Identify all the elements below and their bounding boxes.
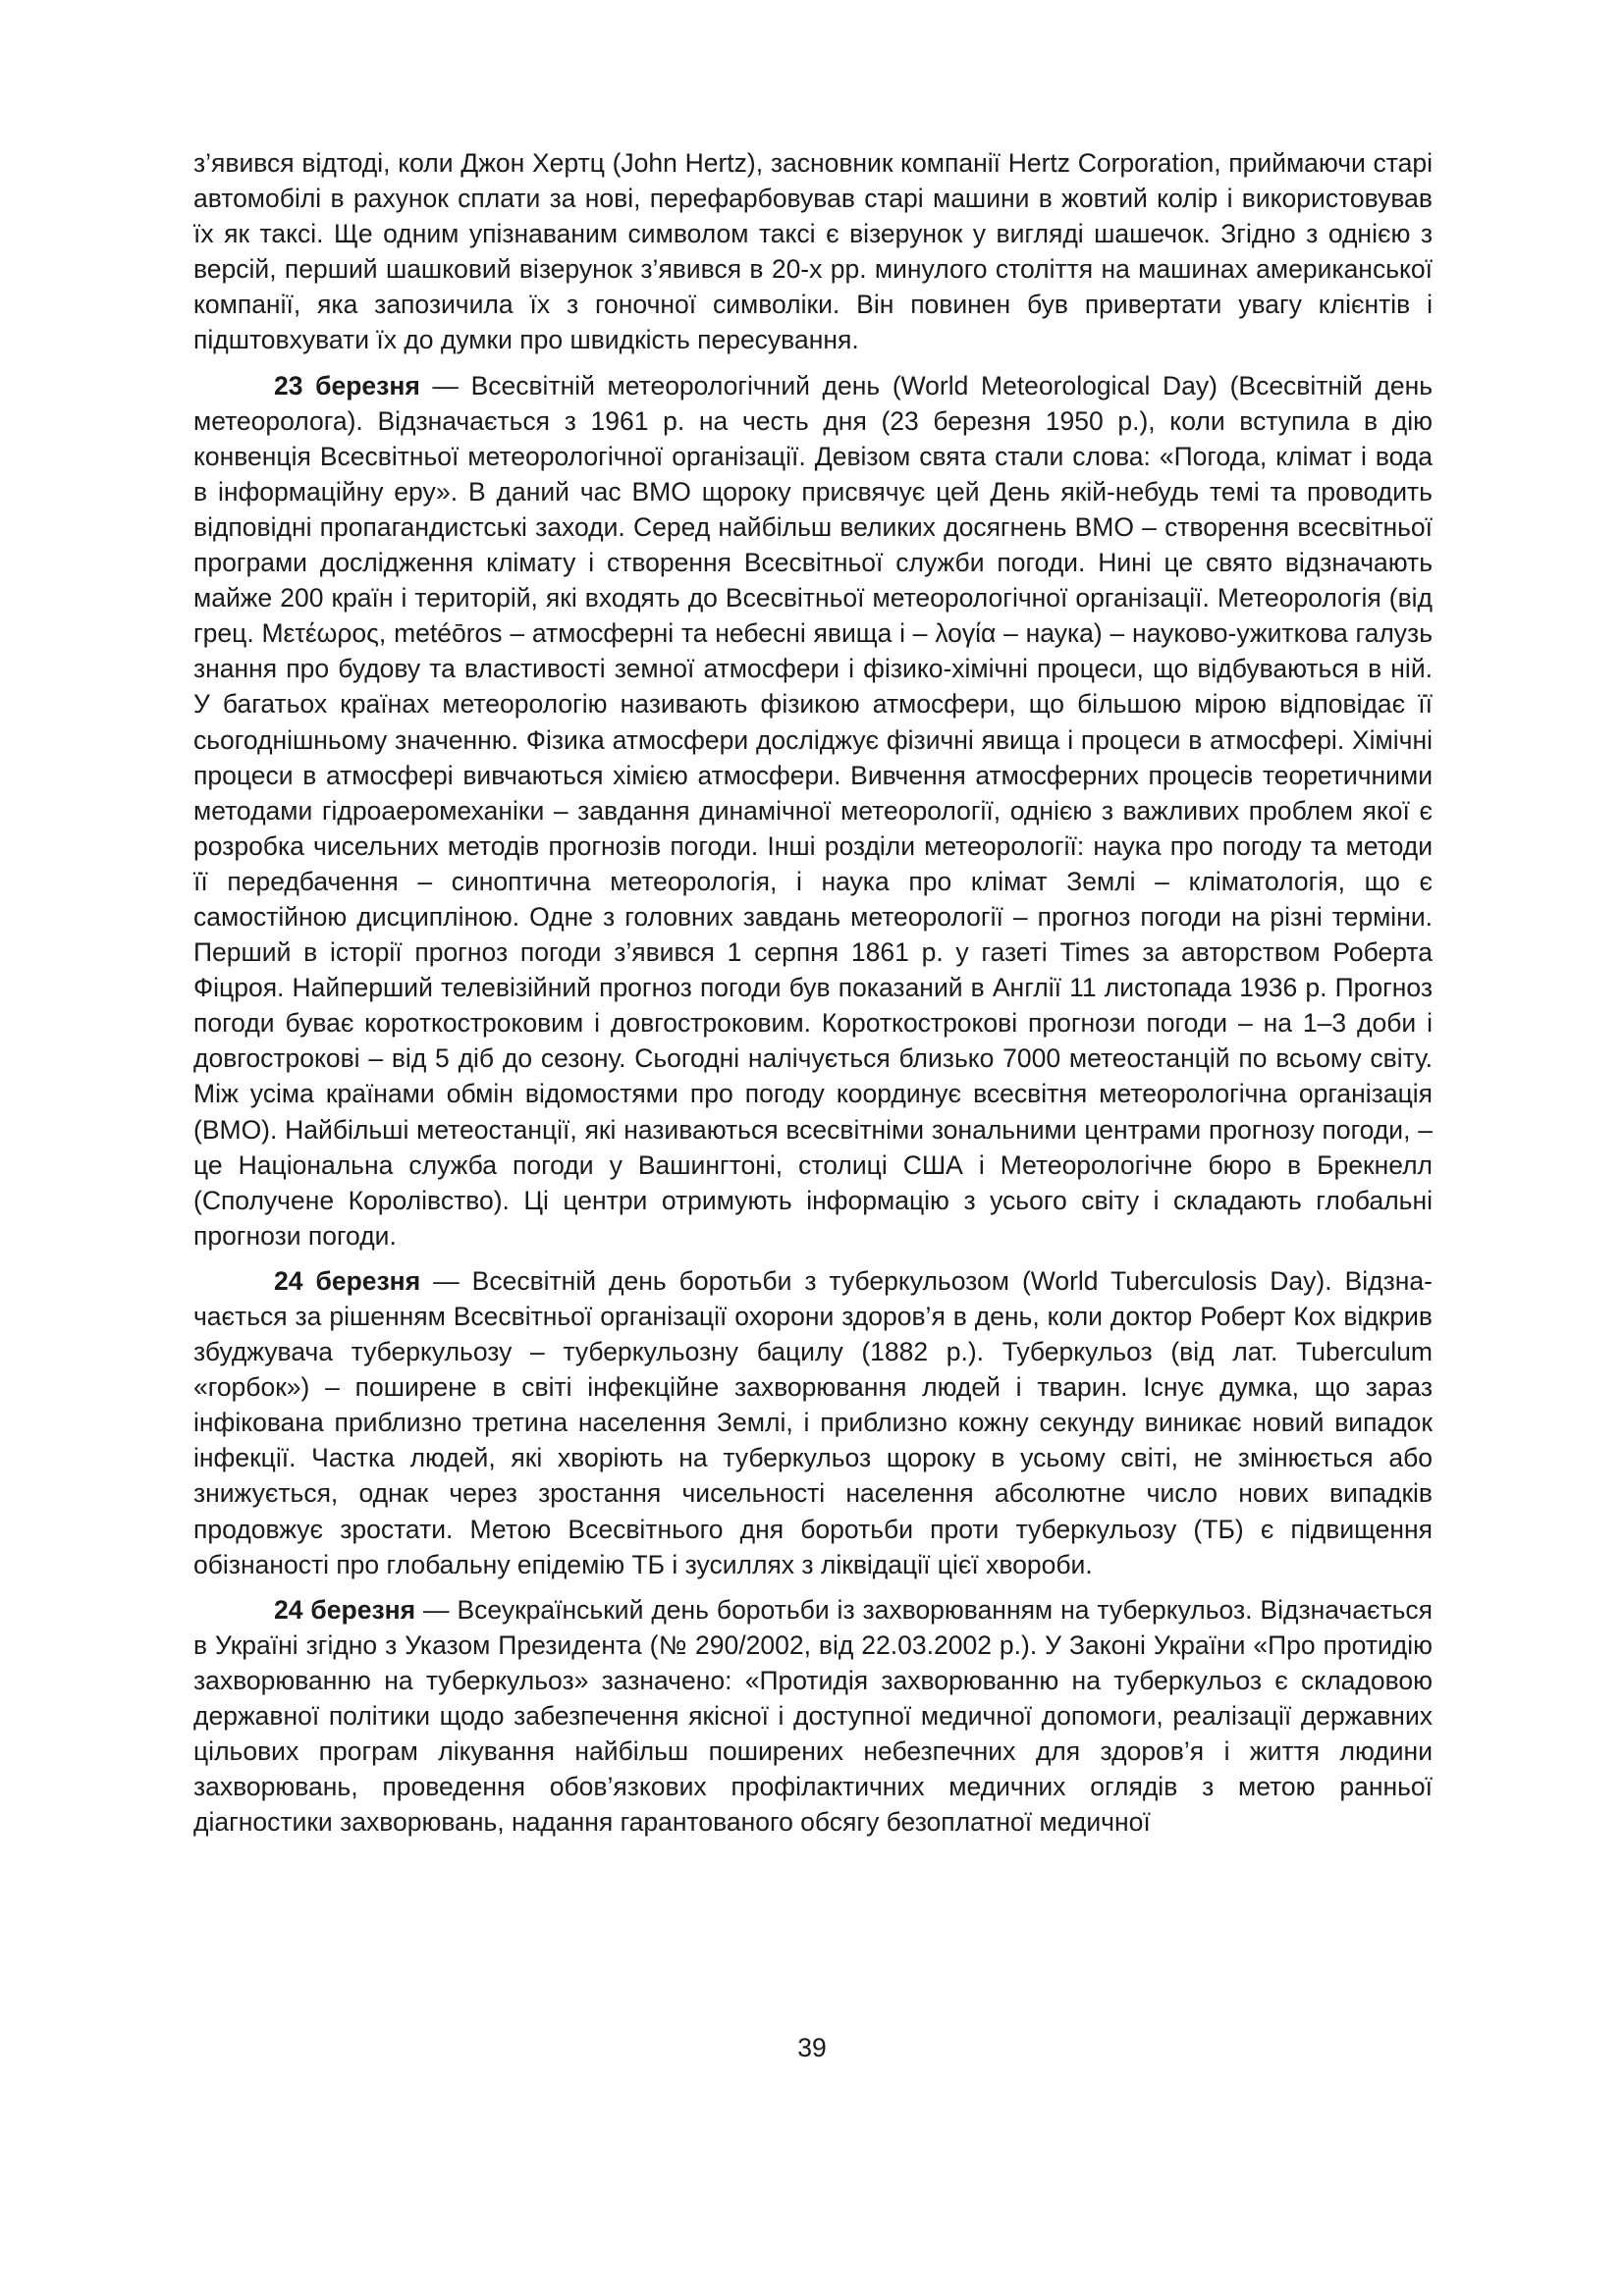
paragraph-text: з’явився відтоді, коли Джон Хертц (John Hertz), засновник компанії Hertz Corporation, приймаючи старі автомобілі в рахунок сплати за нові, перефарбовував старі машини в жовтий колір і використовував їх як таксі. Ще одним упізнаваним символом таксі є візерунок у вигляді шашечок. Згідно з однією з версій, перший шашковий візерунок з’явився в 20-х рр. минулого століття на машинах американської компанії, яка запозичила їх з гоночної символіки. Він повинен був привертати увагу клієнтів і підштовхувати їх до думки про швидкість пересування. [193,148,1433,355]
date-heading: 24 березня [274,1265,421,1296]
paragraph-text: — Всеукраїнський день боротьби із захворюванням на туберкульоз. Відзначається в Україні згідно з Указом Президента (№ 290/2002, від 22.03.2002 р.). У Законі України «Про протидію захворюванню на туберкульоз» зазначено: «Протидія захворюванню на туберкульоз є складовою державної політики щодо забезпечення якісної і доступної медичної допомоги, реалізації державних цільових програм лікування найбільш поширених небезпечних для здоров’я і життя людини захворювань, проведення обов’язкових профілактичних медичних оглядів з метою ранньої діагностики захворювань, надання гарантованого обсягу безоплатної медичної [193,1594,1434,1838]
page-body [193,145,1433,1840]
paragraph-tuberculosis-day [193,1263,1433,1582]
paragraph-text: — Всесвітній день боротьби з туберкульозом (World Tuberculosis Day). Відзначається за рішенням Всесвітньої організації охорони здоров’я в день, коли доктор Роберт Кох відкрив збуджувача туберкульозу – туберкульозну бацилу (1882 р.). Туберкульоз (від лат. Tuberculum «горбок») – поширене в світі інфекційне захворювання людей і тварин. Існує думка, що зараз інфікована приблизно третина населення Землі, і приблизно кожну секунду виникає новий випадок інфекції. Частка людей, які хворіють на туберкульоз щороку в усьому світі, не змінюється або знижується, однак через зростання чисельності населення абсолютне число нових випадків продовжує зростати. Метою Всесвітнього дня боротьби проти туберкульозу (ТБ) є підвищення обізнаності про глобальну епідемію ТБ і зусиллях з ліквідації цієї хвороби. [193,1265,1433,1579]
paragraph-meteorological-day [193,368,1433,1254]
paragraph-ukrainian-tuberculosis-day [193,1592,1433,1841]
paragraph-text: — Всесвітній метеорологічний день (World Meteorological Day) (Всесвітній день метеоролога). Відзначається з 1961 р. на честь дня (23 березня 1950 р.), коли вступила в дію конвенція Всесвітньої метеорологічної організації. Девізом свята стали слова: «Погода, клімат і вода в інформаційну еру». В даний час ВМО щороку присвячує цей День якій-небудь темі та проводить відповідні пропагандистські заходи. Серед найбільш великих досягнень ВМО – створення всесвітньої програми дослідження клімату і створення Всесвітньої служби погоди. Нині це свято відзначають майже 200 країн і територій, які входять до Всесвітньої метеорологічної організації. Метеорологія (від грец. Μετέωρος, metéōros – атмосферні та небесні явища і – λογία – наука) – науково-ужиткова галузь знання про будову та властивості земної атмосфери і фізико-хімічні процеси, що відбуваються в ній. У багатьох країнах метеорологію називають фізикою атмосфери, що більшою мірою відповідає її сьогоднішньому значенню. Фізика атмосфери досліджує фізичні явища і процеси в атмосфері. Хімічні процеси в атмосфері вивчаються хімією атмосфери. Вивчення атмосферних процесів теоретичними методами гідроаеромеханіки – завдання динамічної метеорології, однією з важливих проблем якої є розробка чисельних методів прогнозів погоди. Інші розділи метеорології: наука про погоду та методи її передбачення – синоптична метеорологія, і наука про клімат Землі – кліматологія, що є самостійною дисципліною. Одне з головних завдань метеорології – прогноз погоди на різні терміни. Перший в історії прогноз погоди з’явився 1 серпня 1861 р. у газеті Times за авторством Роберта Фіцроя. Найперший телевізійний прогноз погоди був показаний в Англії 11 листопада 1936 р. Прогноз погоди буває короткостроковим і довгостроковим. Короткострокові прогнози погоди – на 1–3 доби і довгострокові – від 5 діб до сезону. Сьогодні налічується близько 7000 метеостанцій по всьому світу. Між усіма країнами обмін відомостями про погоду координує всесвітня метеорологічна організація (ВМО). Найбільші метеостанції, які називаються всесвітніми зональними центрами прогнозу погоди, – це Національна служба погоди у Вашингтоні, столиці США і Метеорологічне бюро в Брекнелл (Сполучене Королівство). Ці центри отримують інформацію з усього світу і складають глобальні прогнози погоди. [193,370,1434,1251]
date-heading: 23 березня [274,370,420,400]
page-number: 39 [797,2033,827,2062]
date-heading: 24 березня [274,1594,416,1625]
paragraph-taxi-continuation [193,145,1433,358]
